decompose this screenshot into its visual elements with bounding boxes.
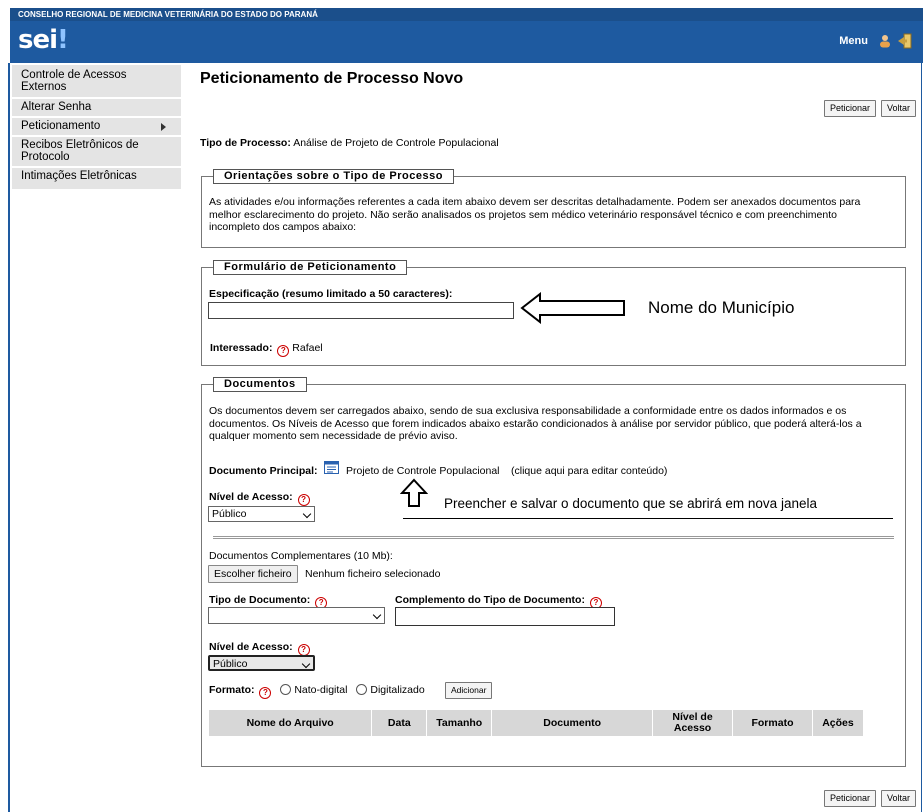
sidebar-item-label: Controle de Acessos Externos [21,69,127,93]
help-icon[interactable]: ? [315,597,327,609]
voltar-button-bottom[interactable]: Voltar [881,790,916,807]
section-divider [213,536,894,539]
sidebar-item-label: Recibos Eletrônicos de Protocolo [21,139,139,163]
table-header-formato: Formato [733,710,813,736]
nivel-acesso-2-select[interactable] [208,655,315,671]
sidebar-item-peticionamento[interactable] [12,118,181,135]
document-edit-icon[interactable] [324,461,339,474]
documento-principal-label: Documento Principal: [209,465,318,477]
logo-dot: ! [57,25,68,55]
interessado-label: Interessado: [210,342,273,354]
arrow-left-annotation-icon [520,292,628,324]
user-icon[interactable] [879,34,891,48]
documentos-text: Os documentos devem ser carregados abaixo, sendo de sua exclusiva responsabilidade a conformidade entre os dados informados e os documentos. Os Níveis de Acesso que forem indicados abaixo estarão condicionados à análise por servidor público, que poderá alterá-los a qualquer momento sem necessidade de prévio aviso. [209,405,862,442]
adicionar-button[interactable]: Adicionar [445,682,492,699]
table-header-documento: Documento [492,710,653,736]
documentos-legend: Documentos [213,377,307,392]
nato-digital-label: Nato-digital [294,684,348,696]
complemento-input[interactable] [395,607,615,626]
table-header-acoes: Ações [812,710,863,736]
chevron-down-icon [303,510,311,518]
help-icon[interactable]: ? [298,644,310,656]
page-title: Peticionamento de Processo Novo [200,70,464,87]
tipo-processo [200,137,499,149]
nivel-acesso-row [209,491,310,506]
sidebar-menu [12,65,181,191]
left-border [8,63,10,812]
exit-icon[interactable] [897,33,913,49]
orientacoes-legend: Orientações sobre o Tipo de Processo [213,169,454,184]
sidebar-item-intimacoes[interactable] [12,168,181,189]
help-icon[interactable]: ? [259,687,271,699]
sidebar-item-controle-acessos[interactable] [12,65,181,97]
tipo-processo-label: Tipo de Processo: [200,137,291,149]
table-header-tamanho: Tamanho [427,710,492,736]
interessado-value: Rafael [292,342,323,354]
right-border [921,63,922,812]
tipo-processo-value: Análise de Projeto de Controle Populacional [293,137,499,149]
sidebar-item-recibos[interactable] [12,137,181,166]
voltar-button-top[interactable]: Voltar [881,100,916,117]
peticionar-button-top[interactable]: Peticionar [824,100,876,117]
nivel-acesso-select[interactable] [208,506,315,522]
help-icon[interactable]: ? [298,494,310,506]
chevron-down-icon [302,660,310,668]
nivel-acesso-2-value: Público [213,658,248,670]
sei-logo[interactable] [18,25,68,55]
menu-link[interactable]: Menu [839,35,868,47]
sidebar-item-label: Peticionamento [21,120,101,132]
annotation-underline [403,518,893,519]
chevron-right-icon [161,123,166,131]
table-header-nivel: Nível de Acesso [653,710,733,736]
help-icon[interactable]: ? [277,345,289,357]
sidebar-item-label: Intimações Eletrônicas [21,170,137,182]
interessado-row [210,342,323,357]
file-status: Nenhum ficheiro selecionado [305,568,441,580]
peticionar-button-bottom[interactable]: Peticionar [824,790,876,807]
nivel-acesso-2-row [209,641,310,656]
formato-label: Formato: [209,684,255,696]
especificacao-input[interactable] [208,302,514,319]
digitalizado-radio[interactable] [356,684,367,695]
sidebar-item-label: Alterar Senha [21,101,92,113]
especificacao-label: Especificação (resumo limitado a 50 caracteres): [209,288,453,300]
sidebar-item-alterar-senha[interactable] [12,99,181,116]
table-header-nome: Nome do Arquivo [209,710,372,736]
logo-text: sei [18,25,58,55]
formato-row [209,684,425,699]
annotation-municipio: Nome do Município [648,298,795,317]
nato-digital-radio[interactable] [280,684,291,695]
help-icon[interactable]: ? [590,597,602,609]
nivel-acesso-label: Nível de Acesso: [209,491,293,503]
tipo-documento-label: Tipo de Documento: [209,594,311,606]
nivel-acesso-value: Público [212,508,247,520]
formulario-legend: Formulário de Peticionamento [213,260,407,275]
complementares-label: Documentos Complementares (10 Mb): [209,550,393,562]
orientacoes-text: As atividades e/ou informações referentes a cada item abaixo devem ser descritas detalhadamente. Podem ser anexados documentos para melhor esclarecimento do projeto. Não serão analisados os projetos sem médico veterinário responsável técnico e com preenchimento incompleto dos campos abaixo: [209,196,861,233]
digitalizado-label: Digitalizado [370,684,425,696]
annotation-preencher: Preencher e salvar o documento que se abrirá em nova janela [444,496,817,511]
org-name-bar [10,8,923,21]
app-header [10,21,923,63]
org-name: CONSELHO REGIONAL DE MEDICINA VETERINÁRIA DO ESTADO DO PARANÁ [18,10,318,19]
chevron-down-icon [373,611,381,619]
documento-principal-link[interactable]: Projeto de Controle Populacional [346,465,500,477]
documento-principal-hint: (clique aqui para editar conteúdo) [511,465,668,477]
nivel-acesso-2-label: Nível de Acesso: [209,641,293,653]
arrow-up-annotation-icon [400,478,428,508]
tipo-documento-select[interactable] [208,607,385,624]
file-choose-button[interactable]: Escolher ficheiro [208,565,298,583]
table-header-data: Data [372,710,427,736]
documents-table [209,710,864,736]
table-header-row [209,710,864,736]
complemento-label: Complemento do Tipo de Documento: [395,594,585,606]
